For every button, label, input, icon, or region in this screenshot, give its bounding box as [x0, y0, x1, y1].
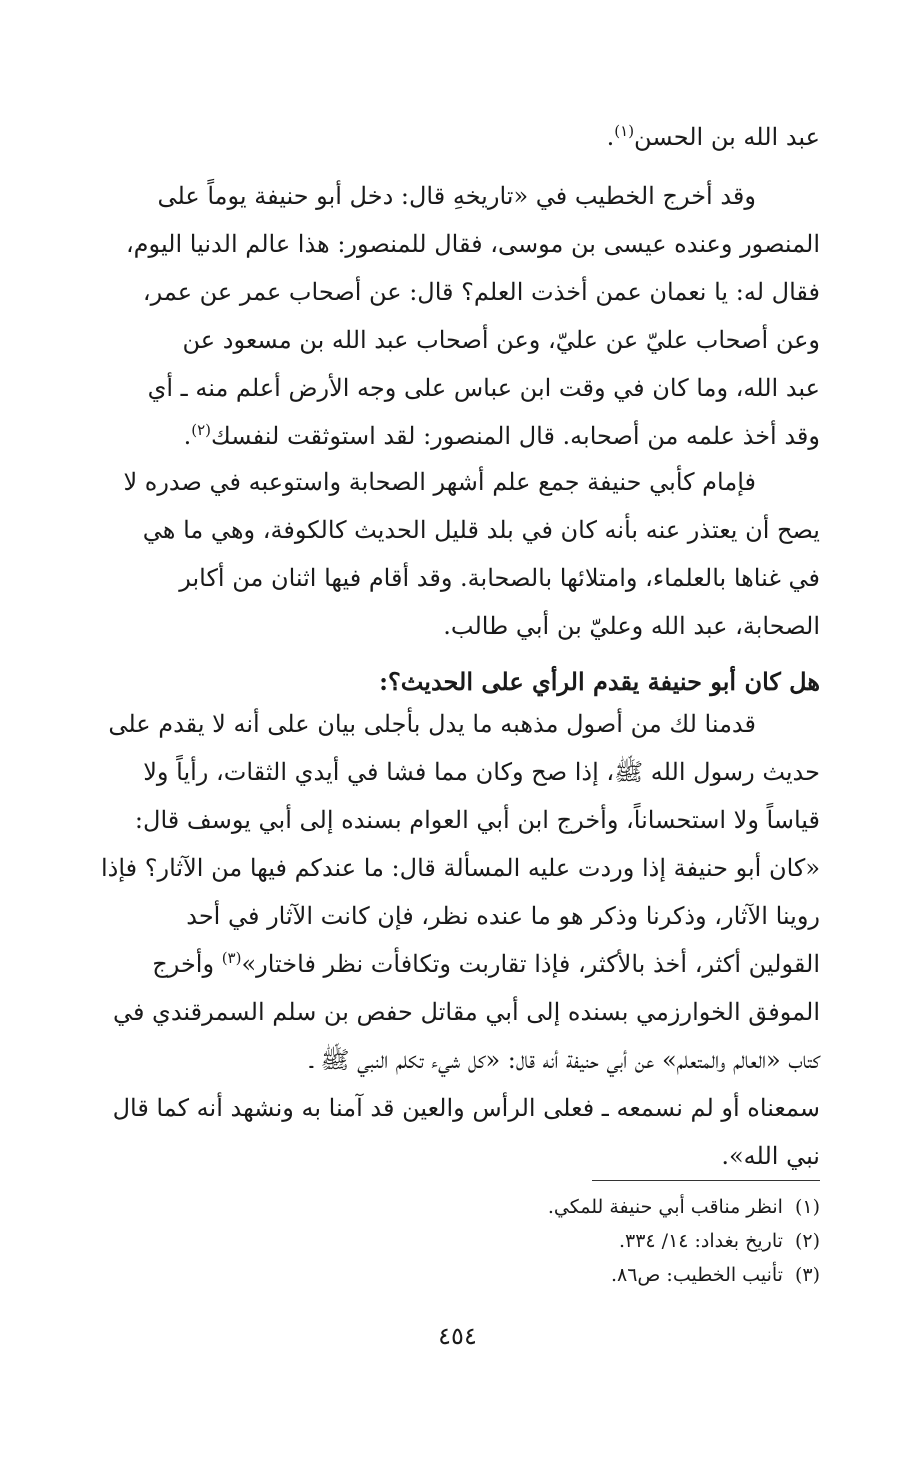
page-number: ٤٥٤	[438, 1322, 477, 1350]
paragraph-2	[80, 458, 820, 650]
paragraph-line: نبي الله».	[721, 1142, 820, 1170]
paragraph-line: وقد أخذ علمه من أصحابه. قال المنصور: لقد استوثقت لنفسك$^{(٢)}$.	[183, 421, 820, 450]
footnote-divider	[592, 1180, 820, 1181]
paragraph-line: وقد أخرج الخطيب في «تاريخهِ قال: دخل أبو حنيفة يوماً على	[157, 182, 756, 210]
intro-line: عبد الله بن الحسن$^{(١)}$.	[606, 122, 820, 151]
footnote-text: انظر مناقب أبي حنيفة للمكي.	[547, 1196, 783, 1218]
paragraph-line: روينا الآثار، وذكرنا وذكر هو ما عنده نظر، فإن كانت الآثار في أحد	[186, 902, 820, 930]
paragraph-line: قياساً ولا استحساناً، وأخرج ابن أبي العوام بسنده إلى أبي يوسف قال:	[134, 806, 820, 834]
footnote-number: (٢)	[794, 1230, 820, 1252]
paragraph-line: سمعناه أو لم نسمعه ـ فعلى الرأس والعين قد آمنا به ونشهد أنه كما قال	[112, 1094, 820, 1122]
paragraph-line: الصحابة، عبد الله وعليّ بن أبي طالب.	[443, 612, 820, 640]
footnote-item	[80, 1224, 820, 1258]
paragraph-1	[80, 172, 820, 460]
footnotes	[80, 1190, 820, 1292]
paragraph-line: فقال له: يا نعمان عمن أخذت العلم؟ قال: عن أصحاب عمر عن عمر،	[142, 278, 820, 306]
intro-text: عبد الله بن الحسن	[634, 123, 820, 151]
footnote-marker-1[interactable]: (١)	[614, 122, 635, 140]
footnote-number: (٣)	[794, 1264, 820, 1286]
paragraph-line: الموفق الخوارزمي بسنده إلى أبي مقاتل حفص بن سلم السمرقندي في	[112, 998, 820, 1026]
footnote-text: تأنيب الخطيب: ص٨٦.	[610, 1264, 783, 1286]
paragraph-line: في غناها بالعلماء، وامتلائها بالصحابة. وقد أقام فيها اثنان من أكابر	[179, 564, 820, 592]
paragraph-line: يصح أن يعتذر عنه بأنه كان في بلد قليل الحديث كالكوفة، وهي ما هي	[142, 516, 820, 544]
footnote-marker-2[interactable]: (٢)	[191, 421, 212, 439]
paragraph-line: فإمام كأبي حنيفة جمع علم أشهر الصحابة واستوعبه في صدره لا	[123, 468, 756, 496]
paragraph-line: «كان أبو حنيفة إذا وردت عليه المسألة قال: ما عندكم فيها من الآثار؟ فإذا	[101, 854, 820, 882]
paragraph-line: قدمنا لك من أصول مذهبه ما يدل بأجلى بيان على أنه لا يقدم على	[108, 710, 756, 738]
paragraph-line: كتاب «العالم والمتعلم» عن أبي حنيفة أنه قال: «كل شيء تكلم النبي ﷺ ـ	[309, 1046, 820, 1074]
footnote-number: (١)	[794, 1196, 820, 1218]
footnote-marker-3[interactable]: (٣)	[221, 949, 242, 967]
footnote-item	[80, 1258, 820, 1292]
section-heading: هل كان أبو حنيفة يقدم الرأي على الحديث؟:	[379, 667, 820, 696]
paragraph-line: المنصور وعنده عيسى بن موسى، فقال للمنصور: هذا عالم الدنيا اليوم،	[125, 230, 820, 258]
paragraph-line: القولين أكثر، أخذ بالأكثر، فإذا تقاربت وتكافأت نظر فاختار»$^{(٣)}$ وأخرج	[152, 949, 820, 978]
paragraph-line: وعن أصحاب عليّ عن عليّ، وعن أصحاب عبد الله بن مسعود عن	[182, 326, 820, 354]
paragraph-3	[80, 700, 820, 1180]
paragraph-line: حديث رسول الله ﷺ، إذا صح وكان مما فشا في أيدي الثقات، رأياً ولا	[143, 758, 820, 786]
footnote-text: تاريخ بغداد: ١٤/ ٣٣٤.	[618, 1230, 783, 1252]
paragraph-line: عبد الله، وما كان في وقت ابن عباس على وجه الأرض أعلم منه ـ أي	[147, 374, 820, 402]
footnote-item	[80, 1190, 820, 1224]
